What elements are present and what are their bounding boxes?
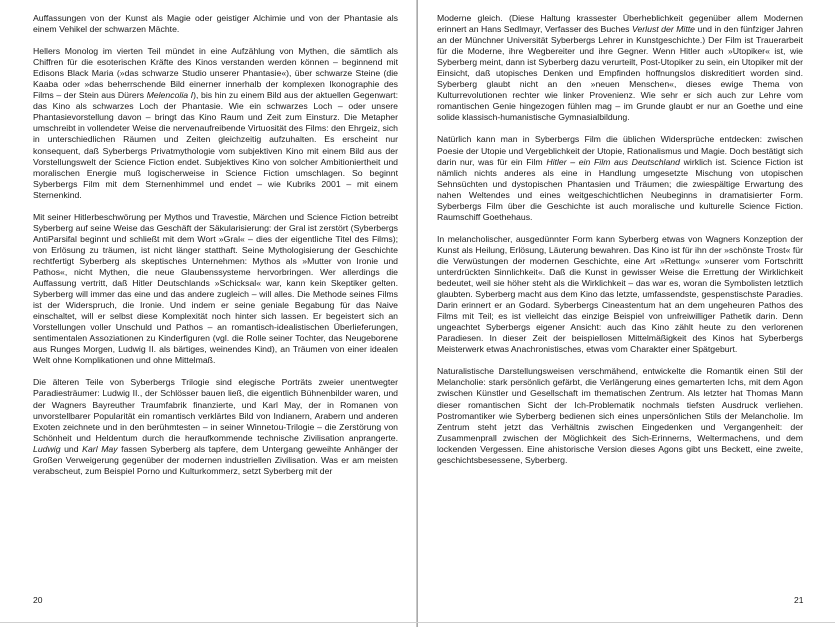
paragraph: [33, 212, 398, 367]
text-run: ), bis hin zu einem Bild aus der aktuellen Gegenwart: das Kino als schwarzes Loch der Phantasie. Wie ein schwarzes Loch – oder unsere Phantasievorstellung davon – bringt das Kino Raum und Zeit zum Einsturz. Die Metapher umschreibt in vollendeter Weise die nervenaufreibende Virtuosität des Films: den Ehrgeiz, sich in unterschiedlichen Räumen und Zeiten gleichzeitig aufzuhalten. Es erscheint nur konsequent, daß Syberbergs Privatmythologie vom subjektiven Kino mit einem Bild aus der Vorstellungswelt der Science Fiction endet. Subjektives Kino von solcher Ambitioniertheit und moralischen Energie muß logischerweise in Science Fiction umschlagen. So beginnt Syberbergs Film mit dem Sternenhimmel und endet – wie Kubriks 2001 – mit einem Sternenkind.: [33, 90, 398, 200]
paragraph: [33, 377, 398, 476]
text-run: Mit seiner Hitlerbeschwörung per Mythos und Travestie, Märchen und Science Fiction betreibt Syberberg auf seine Weise das Geschäft der Säkularisierung: der Gral ist zerstört (Syberbergs AntiParsifal beginnt und schließt mit dem Wort »Gral« – dies der eigentliche Titel des Films); von Erlösung zu träumen, ist nicht länger statthaft. Seine Mythologisierung der Geschichte rechtfertigt Syberberg als skeptisches Unternehmen: Mythos als »Mutter von Ironie und Pathos«, nicht Mythen, die neue Glaubenssysteme hervorbringen. Wer allerdings die Auffassung vertritt, daß Hitler Deutschlands »Schicksal« war, kann kein Skeptiker gelten. Syberberg will immer das eine und das andere zugleich – will alles. Die Methode seines Films ist der Widerspruch, die Ironie. Und indem er seine geniale Begabung für das Naive einschaltet, will er selbst diese Komplexität noch hinter sich lassen. Er begeistert sich an Vorstellungen voller Unschuld und Pathos – an romantisch-idealistischen Überlieferungen, sentimentalen Assoziationen zu Kinderfiguren (vgl. die Rolle seiner Tochter, das Neugeborene aus Runges Morgen, Ludwig II. als bärtiges, weinendes Kind), an Träumen von einer idealen Welt ohne Komplikationen und ohne Mittelmaß.: [33, 211, 398, 366]
text-run: In melancholischer, ausgedünnter Form kann Syberberg etwas von Wagners Konzeption der Kunst als Heilung, Erlösung, Läuterung bewahren. Das Kino ist für ihn der »schönste Trost« für die Verwüstungen der modernen Geschichte, eine Art »Rettung« »unserer vom Fortschritt unterdrückten Sinnlichkeit«. Daß die Kunst in gewisser Weise die Errettung der Wirklichkeit bedeutet, weil sie höher steht als die Wirklichkeit – das war es, woran die Symbolisten letztlich glaubten. Syberberg macht aus dem Kino das letzte, umfassendste, gespenstischste Paradies. Darin erinnert er an Godard. Syberbergs Cineastentum hat an dem ungeheuren Pathos des Films mit Teil; es ist vielleicht das einzige Beispiel von unfreiwilliger Pathetik darin. Denn ungeachtet Syberbergs eigener Ansicht: auch das Kino zählt heute zu den verlorenen Paradiesen. In dieser Zeit der beispiellosen Mittelmäßigkeit des Kinos hat Syberbergs Meisterwerk etwas Anachronistisches, etwas vom Charakter einer Spätgeburt.: [437, 233, 803, 355]
text-run: und: [60, 443, 83, 454]
text-run: Auffassungen von der Kunst als Magie oder geistiger Alchimie und von der Phantasie als einem Vehikel der schwarzen Mächte.: [33, 13, 398, 35]
paragraph: [437, 234, 803, 356]
paragraph: [437, 13, 803, 123]
right-page: [418, 0, 835, 627]
paragraph: [437, 366, 803, 465]
text-run: wirklich ist. Science Fiction ist nämlich nichts anderes als eine in Handlung umgesetzte Mischung von utopischen Sehnsüchten und dystopischen Phantasien und Träumen; die zwiespältige Erwartung des nahen Weltendes und eines weitgeschichtlichen Neubeginns in dramatisierter Form. Syberbergs Film über die Geschichte ist auch moralische und kulturelle Science Fiction. Raumschiff Goethehaus.: [437, 156, 804, 222]
italic-title: Melencolia I: [146, 90, 194, 101]
page-bottom-edge: [0, 622, 835, 623]
italic-title: Ludwig: [33, 443, 61, 454]
text-run: Hellers Monolog im vierten Teil mündet in eine Aufzählung von Mythen, die sämtlich als Chiffren für die esoterischen Kräfte des Kinos verstanden werden können – beginnend mit Edisons Black Maria (»das schwarze Studio unserer Phantasie«), über schwarze Steine (die Kaaba oder »das beherrschende Bild einerner innerhalb der komplexen Ikonographie des Films – der Stein aus Dürers: [33, 46, 398, 101]
left-page-text: [33, 13, 398, 477]
text-run: Die älteren Teile von Syberbergs Trilogie sind elegische Porträts zweier unentwegter Paradiesträumer: Ludwig II., der Schlösser bauen ließ, die eigentlich Bühnenbilder waren, und der Wagners Bayreuther Traumfabrik finanzierte, und Karl May, der in Romanen von unvorstellbarer Popularität ein romantisch verklärtes Bild von Indianern, Arabern und anderen Exoten zeichnete und in den berühmtesten – in seiner Winnetou-Trilogie – die Zerstörung von Schönheit und Heldentum durch die heraufkommende technische Zivilisation anprangerte.: [33, 377, 398, 443]
left-page-number: 20: [33, 595, 43, 605]
text-run: fassen Syberberg als tapfere, dem Untergang geweihte Anhänger der Großen Verweigerung gegenüber der modernen industriellen Zivilisation. Was er am meisten verabscheut, zum Beispiel Porno und Kulturkommerz, setzt Syberberg mit der: [33, 443, 398, 476]
text-run: Naturalistische Darstellungsweisen verschmähend, entwickelte die Romantik einen Stil der Melancholie: stark persönlich gefärbt, die Verlängerung eines gemarterten Ichs, mit dem Agon zwischen Künstler und Gesellschaft im thematischen Zentrum. Als letzter hat Thomas Mann dieser romantischen Sicht der Ich-Problematik nochmals tiefsten Ausdruck verliehen. Postromantiker wie Syberberg bedienen sich eines unpersönlichen Stils der Melancholie. Im Zentrum steht jetzt das Verhältnis zwischen Eingedenken und Vergangenheit: der Zusammenprall zwischen der Möglichkeit des Sich-Erinnerns, Weltermachens, und dem lockenden Vergessen. Eine ahistorische Version dieses Agons gibt uns Beckett, eine zweite, geschichtsbesessene, Syberberg.: [437, 366, 803, 465]
text-run: Moderne gleich. (Diese Haltung krassester Überheblichkeit gegenüber allem Modernen erinnert an Hans Sedlmayr, Verfasser des Buches: [437, 13, 803, 35]
italic-title: Karl May: [82, 443, 118, 454]
left-page: [0, 0, 417, 627]
text-run: Natürlich kann man in Syberbergs Film die üblichen Widersprüche entdecken: zwischen Poesie der Utopie und Vergeblichkeit der Utopie, Rationalismus und Magie. Doch bestätigt sich darin nur, was für ein Film: [437, 134, 803, 167]
right-page-number: 21: [794, 595, 804, 605]
right-page-text: [437, 13, 803, 466]
italic-title: Verlust der Mitte: [631, 24, 696, 35]
text-run: und in den fünfziger Jahren an der Münchner Universität Syberbergs Lehrer in Kunstgeschichte.) Der Film ist Trauerarbeit für die Moderne, ihre Wegbereiter und ihre Gegner. Wenn Hitler auch »Utopiker« ist, wie Syberberg meint, dann ist Syberberg dazu verurteilt, Post-Utopiker zu sein, ein Utopiker mit der Einsicht, daß utopisches Denken und Empfinden hoffnungslos diskreditiert worden sind. Syberberg glaubt nicht an den »neuen Menschen«, dieses ewige Thema von Kulturrevolutionen rechter wie linker Provenienz. Wie sehr er sich auch zur Lehre vom romantischen Genie hingezogen fühlen mag – im Grunde glaubt er nur an Goethe und eine solide klassisch-humanistische Gymnasialbildung.: [437, 24, 804, 123]
paragraph: [33, 13, 398, 35]
paragraph: [33, 46, 398, 201]
italic-title: Hitler – ein Film aus Deutschland: [546, 156, 680, 167]
paragraph: [437, 134, 803, 222]
